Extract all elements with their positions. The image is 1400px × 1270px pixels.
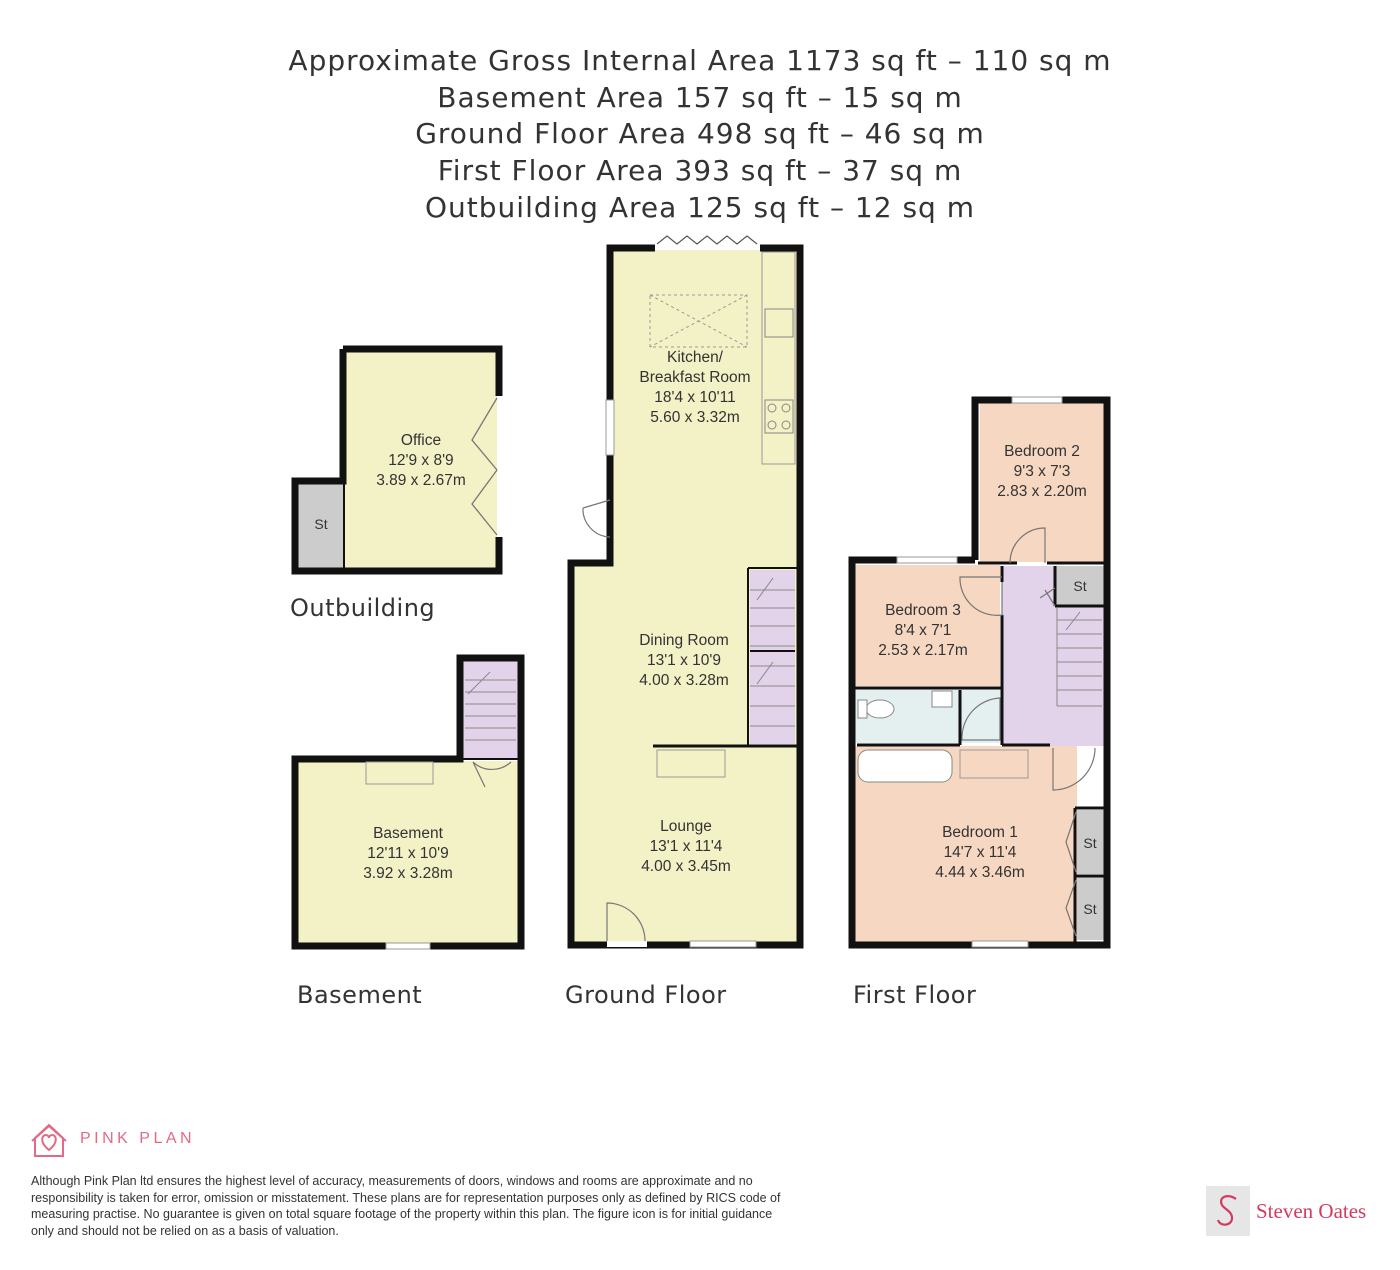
bedroom3-window xyxy=(897,557,957,563)
house-heart-icon xyxy=(32,1125,66,1156)
bedroom3-name: Bedroom 3 xyxy=(885,602,961,619)
basement-window xyxy=(386,943,430,949)
office-metric: 3.89 x 2.67m xyxy=(376,472,466,489)
lounge-name: Lounge xyxy=(660,818,712,835)
first-floor-plan xyxy=(852,397,1107,947)
basement-metric: 3.92 x 3.28m xyxy=(363,865,453,882)
bedroom1-metric: 4.44 x 3.46m xyxy=(935,864,1025,881)
disclaimer-text: Although Pink Plan ltd ensures the highest level of accuracy, measurements of doors, windows and rooms are approximate and no responsibility is taken for error, omission or misstatement. These plans are for representation purposes only as defined by RICS code of measuring practise. No guarantee is given on total square footage of the property within this plan. The figure icon is for initial guidance only and should not be relied on as a basis of valuation. xyxy=(31,1174,781,1238)
basement-name: Basement xyxy=(373,825,443,842)
landing-store-label: St xyxy=(1073,578,1087,594)
kitchen-name: Kitchen/ xyxy=(666,349,724,366)
brand-name: PINK PLAN xyxy=(80,1130,196,1147)
agent-name: Steven Oates xyxy=(1256,1199,1367,1223)
bedroom3-imperial: 8'4 x 7'1 xyxy=(894,622,952,639)
basement-stair-floor xyxy=(462,660,519,758)
lounge-metric: 4.00 x 3.45m xyxy=(641,858,731,875)
kitchen-name-2: Breakfast Room xyxy=(639,369,751,386)
side-door xyxy=(583,500,610,537)
ground-floor-label: Ground Floor xyxy=(565,981,727,1009)
bedroom2-window xyxy=(1012,397,1062,403)
kitchen-imperial: 18'4 x 10'11 xyxy=(654,389,736,406)
lounge-imperial: 13'1 x 11'4 xyxy=(649,838,723,855)
ground-stairs xyxy=(750,570,795,744)
outbuilding-store-label: St xyxy=(314,516,328,532)
ground-floor-plan xyxy=(571,236,800,947)
swirl-s-icon xyxy=(1206,1186,1250,1236)
basement-imperial: 12'11 x 10'9 xyxy=(367,845,449,862)
lounge-window xyxy=(690,941,756,947)
dining-metric: 4.00 x 3.28m xyxy=(639,672,729,689)
total-area-line: Approximate Gross Internal Area 1173 sq ft – 110 sq m xyxy=(288,44,1112,77)
bedroom1-window xyxy=(972,941,1028,947)
kitchen-metric: 5.60 x 3.32m xyxy=(650,409,740,426)
first-floor-area-line: First Floor Area 393 sq ft – 37 sq m xyxy=(437,154,963,187)
bedroom2-imperial: 9'3 x 7'3 xyxy=(1013,463,1071,480)
bedroom2-metric: 2.83 x 2.20m xyxy=(997,483,1087,500)
kitchen-side-window xyxy=(606,400,614,455)
ground-floor-area-line: Ground Floor Area 498 sq ft – 46 sq m xyxy=(415,117,985,150)
bedroom1-store-a-label: St xyxy=(1083,835,1097,851)
bedroom2-name: Bedroom 2 xyxy=(1004,443,1080,460)
dining-imperial: 13'1 x 10'9 xyxy=(646,652,722,669)
bifold-doors xyxy=(657,236,757,244)
dining-name: Dining Room xyxy=(639,632,729,649)
basement-area-line: Basement Area 157 sq ft – 15 sq m xyxy=(437,81,963,114)
bedroom1-store-b-label: St xyxy=(1083,901,1097,917)
office-imperial: 12'9 x 8'9 xyxy=(388,452,454,469)
first-floor-label: First Floor xyxy=(853,981,977,1009)
basement-label: Basement xyxy=(297,981,423,1009)
bedroom3-metric: 2.53 x 2.17m xyxy=(878,642,968,659)
basement-plan xyxy=(295,658,521,949)
office-name: Office xyxy=(400,432,442,449)
bedroom1-name: Bedroom 1 xyxy=(942,824,1018,841)
outbuilding-label: Outbuilding xyxy=(290,594,436,622)
outbuilding-plan xyxy=(295,349,499,571)
bedroom1-imperial: 14'7 x 11'4 xyxy=(943,844,1017,861)
outbuilding-area-line: Outbuilding Area 125 sq ft – 12 sq m xyxy=(425,191,975,224)
